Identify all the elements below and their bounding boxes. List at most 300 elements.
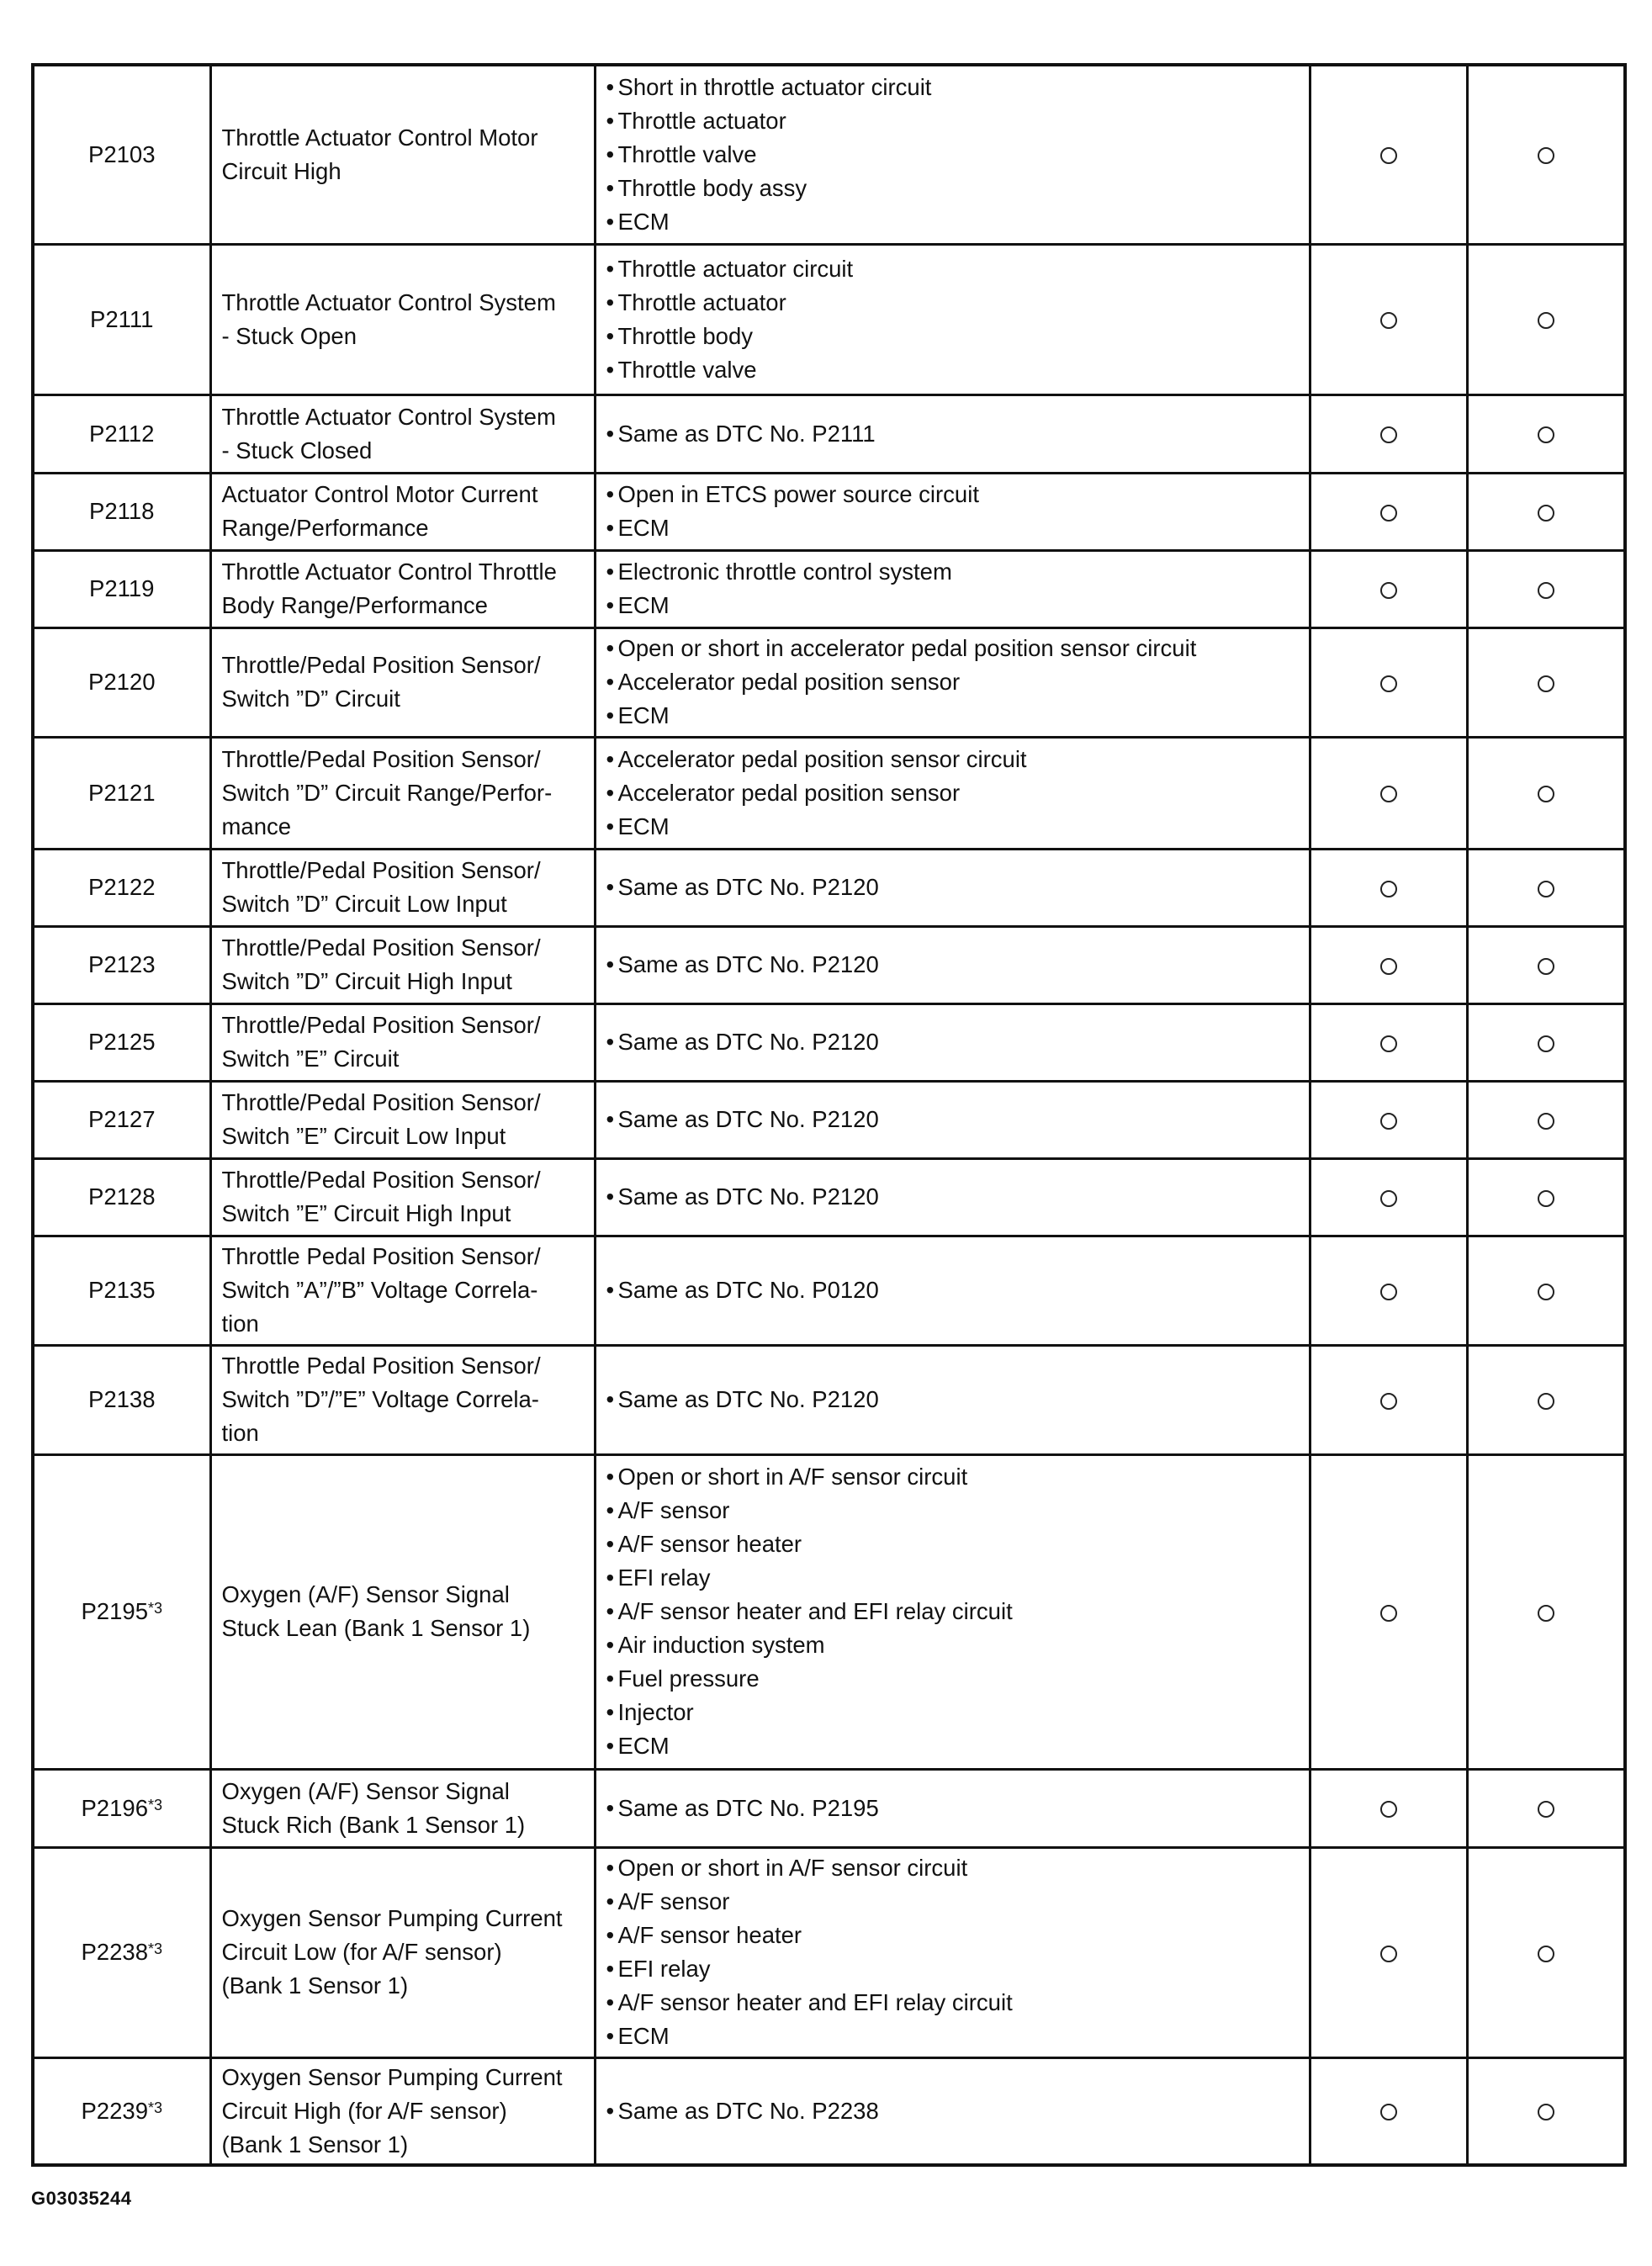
mil-cell	[1310, 1345, 1467, 1454]
dtc-code-cell	[33, 1345, 210, 1454]
mil-cell	[1310, 1003, 1467, 1081]
trouble-area-cell	[595, 926, 1310, 1003]
detection-item-cell	[210, 1345, 595, 1454]
bullet-icon: •	[606, 174, 615, 201]
memory-cell	[1467, 1345, 1625, 1454]
dtc-code-cell	[33, 737, 210, 849]
bullet-icon: •	[606, 1183, 615, 1210]
trouble-area-item	[606, 810, 1309, 844]
trouble-area-text: A/F sensor	[617, 1888, 730, 1914]
trouble-area-text: A/F sensor heater and EFI relay circuit	[617, 1598, 1013, 1624]
dtc-code: P2119	[89, 575, 155, 601]
trouble-area-text: Throttle valve	[617, 356, 757, 383]
detection-item-line: Oxygen (A/F) Sensor Signal	[221, 1777, 510, 1804]
bullet-icon: •	[606, 255, 615, 282]
trouble-area-item	[606, 1729, 1309, 1763]
dtc-code: P2103	[87, 140, 156, 167]
detection-item-cell	[210, 550, 595, 627]
circle-mark-icon	[1538, 1393, 1554, 1410]
table-row	[33, 627, 1625, 737]
trouble-area-text: Open or short in A/F sensor circuit	[617, 1464, 968, 1490]
mil-cell	[1310, 627, 1467, 737]
table-row	[33, 1003, 1625, 1081]
trouble-area-item	[606, 1919, 1309, 1952]
trouble-area-text: Same as DTC No. P2238	[617, 2097, 879, 2124]
dtc-code: P2196	[81, 1794, 148, 1821]
dtc-code-cell	[33, 1081, 210, 1158]
trouble-area-text: A/F sensor heater	[617, 1531, 802, 1557]
trouble-area-text: Same as DTC No. P2111	[617, 420, 876, 447]
circle-mark-icon	[1380, 881, 1397, 897]
detection-item-line: Switch ”E” Circuit Low Input	[221, 1123, 506, 1149]
dtc-code: P2111	[90, 305, 154, 332]
detection-item-line: Throttle/Pedal Position Sensor/	[221, 934, 541, 961]
detection-item-line: Switch ”E” Circuit	[221, 1046, 400, 1072]
trouble-area-cell	[595, 1081, 1310, 1158]
bullet-icon: •	[606, 1106, 615, 1132]
table-row	[33, 737, 1625, 849]
detection-item-cell	[210, 1454, 595, 1769]
circle-mark-icon	[1538, 786, 1554, 802]
circle-mark-icon	[1538, 1035, 1554, 1052]
circle-mark-icon	[1380, 675, 1397, 692]
trouble-area-cell	[595, 1847, 1310, 2057]
detection-item-cell	[210, 1847, 595, 2057]
bullet-icon: •	[606, 1277, 615, 1303]
table-row	[33, 1769, 1625, 1847]
circle-mark-icon	[1380, 426, 1397, 443]
detection-item-line: Range/Performance	[221, 515, 429, 541]
detection-item-line: Circuit Low (for A/F sensor)	[221, 1939, 502, 1965]
detection-item-cell	[210, 2057, 595, 2165]
mil-cell	[1310, 1847, 1467, 2057]
table-row	[33, 550, 1625, 627]
detection-item-line: Throttle/Pedal Position Sensor/	[221, 1167, 541, 1193]
bullet-icon: •	[606, 1564, 615, 1591]
table-row	[33, 926, 1625, 1003]
circle-mark-icon	[1380, 147, 1397, 164]
bullet-icon: •	[606, 289, 615, 315]
trouble-area-text: Open in ETCS power source circuit	[617, 481, 979, 507]
circle-mark-icon	[1380, 1035, 1397, 1052]
circle-mark-icon	[1538, 2104, 1554, 2120]
detection-item-cell	[210, 849, 595, 926]
dtc-footnote-mark: *3	[148, 2099, 163, 2116]
detection-item-line: Switch ”D” Circuit Range/Perfor-	[221, 779, 553, 806]
trouble-area-cell	[595, 1454, 1310, 1769]
bullet-icon: •	[606, 1888, 615, 1914]
detection-item-cell	[210, 1158, 595, 1236]
bullet-icon: •	[606, 1531, 615, 1557]
table-row	[33, 394, 1625, 473]
circle-mark-icon	[1380, 1605, 1397, 1622]
trouble-area-cell	[595, 394, 1310, 473]
circle-mark-icon	[1380, 582, 1397, 599]
detection-item-line: Switch ”D” Circuit	[221, 686, 400, 712]
dtc-footnote-mark: *3	[148, 1796, 163, 1813]
bullet-icon: •	[606, 1922, 615, 1948]
detection-item-line: Switch ”A”/”B” Voltage Correla-	[221, 1277, 538, 1303]
circle-mark-icon	[1380, 786, 1397, 802]
mil-cell	[1310, 1454, 1467, 1769]
trouble-area-text: ECM	[617, 1733, 670, 1759]
trouble-area-item	[606, 1494, 1309, 1527]
trouble-area-text: Throttle body assy	[617, 174, 807, 201]
trouble-area-item	[606, 138, 1309, 172]
trouble-area-item	[606, 665, 1309, 699]
table-row	[33, 2057, 1625, 2165]
table-row	[33, 244, 1625, 394]
trouble-area-item	[606, 1527, 1309, 1561]
trouble-area-cell	[595, 627, 1310, 737]
detection-item-line: Throttle Pedal Position Sensor/	[221, 1243, 541, 1269]
detection-item-cell	[210, 627, 595, 737]
mil-cell	[1310, 394, 1467, 473]
circle-mark-icon	[1380, 1946, 1397, 1962]
dtc-code-cell	[33, 1236, 210, 1345]
circle-mark-icon	[1380, 1393, 1397, 1410]
bullet-icon: •	[606, 1989, 615, 2015]
bullet-icon: •	[606, 779, 615, 806]
detection-item-line: Actuator Control Motor Current	[221, 481, 538, 507]
dtc-table	[31, 63, 1627, 2167]
bullet-icon: •	[606, 559, 615, 585]
circle-mark-icon	[1538, 147, 1554, 164]
trouble-area-item	[606, 320, 1309, 353]
trouble-area-text: ECM	[617, 515, 670, 541]
mil-cell	[1310, 550, 1467, 627]
bullet-icon: •	[606, 1855, 615, 1881]
trouble-area-text: Same as DTC No. P2120	[617, 1183, 879, 1210]
mil-cell	[1310, 1158, 1467, 1236]
circle-mark-icon	[1538, 958, 1554, 975]
bullet-icon: •	[606, 1598, 615, 1624]
detection-item-line: Throttle/Pedal Position Sensor/	[221, 745, 541, 772]
detection-item-cell	[210, 1081, 595, 1158]
trouble-area-item	[606, 1180, 1309, 1214]
dtc-code-cell	[33, 394, 210, 473]
detection-item-line: Throttle/Pedal Position Sensor/	[221, 652, 541, 678]
trouble-area-item	[606, 699, 1309, 733]
detection-item-line: Throttle Actuator Control System	[221, 403, 556, 430]
trouble-area-text: Throttle body	[617, 322, 754, 349]
memory-cell	[1467, 1003, 1625, 1081]
detection-item-cell	[210, 1769, 595, 1847]
mil-cell	[1310, 244, 1467, 394]
bullet-icon: •	[606, 2023, 615, 2049]
bullet-icon: •	[606, 669, 615, 695]
dtc-code: P2238	[81, 1939, 148, 1965]
bullet-icon: •	[606, 140, 615, 167]
bullet-icon: •	[606, 1386, 615, 1412]
bullet-icon: •	[606, 1794, 615, 1821]
detection-item-line: Throttle/Pedal Position Sensor/	[221, 1012, 541, 1038]
memory-cell	[1467, 1158, 1625, 1236]
bullet-icon: •	[606, 322, 615, 349]
detection-item-line: Throttle Pedal Position Sensor/	[221, 1353, 541, 1379]
dtc-code: P2138	[87, 1386, 156, 1412]
mil-cell	[1310, 1236, 1467, 1345]
trouble-area-item	[606, 1628, 1309, 1662]
bullet-icon: •	[606, 1029, 615, 1055]
bullet-icon: •	[606, 702, 615, 728]
trouble-area-cell	[595, 244, 1310, 394]
bullet-icon: •	[606, 592, 615, 618]
trouble-area-item	[606, 1885, 1309, 1919]
memory-cell	[1467, 1081, 1625, 1158]
detection-item-line: Stuck Lean (Bank 1 Sensor 1)	[221, 1615, 531, 1641]
dtc-code: P2195	[81, 1598, 148, 1624]
trouble-area-item	[606, 589, 1309, 622]
circle-mark-icon	[1538, 505, 1554, 521]
trouble-area-text: Same as DTC No. P2120	[617, 951, 879, 977]
trouble-area-text: Same as DTC No. P2195	[617, 1794, 879, 1821]
detection-item-cell	[210, 926, 595, 1003]
figure-id: G03035244	[31, 2188, 132, 2209]
trouble-area-text: ECM	[617, 702, 670, 728]
trouble-area-text: A/F sensor heater	[617, 1922, 802, 1948]
trouble-area-text: Same as DTC No. P2120	[617, 1386, 879, 1412]
mil-cell	[1310, 65, 1467, 244]
trouble-area-text: Open or short in accelerator pedal position sensor circuit	[617, 635, 1197, 661]
circle-mark-icon	[1538, 426, 1554, 443]
bullet-icon: •	[606, 420, 615, 447]
trouble-area-item	[606, 871, 1309, 904]
dtc-code-cell	[33, 244, 210, 394]
table-row	[33, 849, 1625, 926]
trouble-area-item	[606, 1662, 1309, 1696]
dtc-code: P2120	[87, 669, 156, 695]
circle-mark-icon	[1380, 505, 1397, 521]
trouble-area-item	[606, 1561, 1309, 1595]
trouble-area-text: Accelerator pedal position sensor	[617, 669, 961, 695]
bullet-icon: •	[606, 1665, 615, 1692]
detection-item-line: mance	[221, 813, 292, 839]
trouble-area-cell	[595, 550, 1310, 627]
trouble-area-text: Throttle actuator circuit	[617, 255, 854, 282]
memory-cell	[1467, 244, 1625, 394]
detection-item-line: Throttle Actuator Control System	[221, 289, 556, 315]
memory-cell	[1467, 926, 1625, 1003]
dtc-code: P2121	[87, 779, 156, 806]
bullet-icon: •	[606, 635, 615, 661]
trouble-area-item	[606, 205, 1309, 239]
table-row	[33, 1236, 1625, 1345]
trouble-area-item	[606, 776, 1309, 810]
detection-item-cell	[210, 737, 595, 849]
bullet-icon: •	[606, 2097, 615, 2124]
dtc-code-cell	[33, 2057, 210, 2165]
circle-mark-icon	[1538, 881, 1554, 897]
detection-item-line: Throttle Actuator Control Motor	[221, 124, 538, 151]
dtc-code: P2239	[81, 2097, 148, 2124]
detection-item-line: Stuck Rich (Bank 1 Sensor 1)	[221, 1811, 526, 1838]
trouble-area-text: Accelerator pedal position sensor circuit	[617, 745, 1027, 772]
detection-item-line: Circuit High (for A/F sensor)	[221, 2097, 507, 2124]
trouble-area-item	[606, 71, 1309, 104]
dtc-code: P2112	[89, 420, 155, 447]
trouble-area-text: Same as DTC No. P2120	[617, 874, 879, 900]
detection-item-line: Oxygen Sensor Pumping Current	[221, 2063, 563, 2090]
trouble-area-cell	[595, 737, 1310, 849]
detection-item-line: Oxygen Sensor Pumping Current	[221, 1905, 563, 1931]
detection-item-cell	[210, 394, 595, 473]
memory-cell	[1467, 849, 1625, 926]
detection-item-line: - Stuck Closed	[221, 437, 373, 463]
circle-mark-icon	[1380, 312, 1397, 329]
trouble-area-cell	[595, 473, 1310, 550]
trouble-area-cell	[595, 1345, 1310, 1454]
dtc-code-cell	[33, 550, 210, 627]
trouble-area-text: Open or short in A/F sensor circuit	[617, 1855, 968, 1881]
memory-cell	[1467, 1236, 1625, 1345]
dtc-code: P2118	[89, 498, 155, 524]
trouble-area-cell	[595, 849, 1310, 926]
detection-item-line: Switch ”E” Circuit High Input	[221, 1200, 511, 1226]
dtc-code: P2123	[87, 951, 156, 977]
bullet-icon: •	[606, 73, 615, 100]
detection-item-cell	[210, 473, 595, 550]
detection-item-line: Oxygen (A/F) Sensor Signal	[221, 1581, 510, 1607]
bullet-icon: •	[606, 1632, 615, 1658]
trouble-area-text: Air induction system	[617, 1632, 825, 1658]
bullet-icon: •	[606, 1699, 615, 1725]
dtc-code-cell	[33, 65, 210, 244]
detection-item-line: Throttle Actuator Control Throttle	[221, 559, 557, 585]
circle-mark-icon	[1538, 1284, 1554, 1300]
circle-mark-icon	[1380, 1284, 1397, 1300]
bullet-icon: •	[606, 745, 615, 772]
trouble-area-text: Throttle actuator	[617, 289, 786, 315]
circle-mark-icon	[1538, 675, 1554, 692]
table-row	[33, 1454, 1625, 1769]
dtc-code: P2122	[87, 874, 156, 900]
dtc-code-cell	[33, 1454, 210, 1769]
circle-mark-icon	[1538, 1190, 1554, 1207]
trouble-area-text: Fuel pressure	[617, 1665, 760, 1692]
trouble-area-item	[606, 1952, 1309, 1986]
trouble-area-cell	[595, 2057, 1310, 2165]
trouble-area-text: ECM	[617, 208, 670, 235]
dtc-code-cell	[33, 1158, 210, 1236]
memory-cell	[1467, 550, 1625, 627]
dtc-code: P2127	[87, 1106, 156, 1132]
table-row	[33, 1081, 1625, 1158]
trouble-area-cell	[595, 1236, 1310, 1345]
trouble-area-text: ECM	[617, 592, 670, 618]
trouble-area-item	[606, 555, 1309, 589]
detection-item-line: (Bank 1 Sensor 1)	[221, 2131, 409, 2157]
trouble-area-item	[606, 1696, 1309, 1729]
table-row	[33, 1345, 1625, 1454]
trouble-area-text: EFI relay	[617, 1956, 711, 1982]
memory-cell	[1467, 473, 1625, 550]
detection-item-line: tion	[221, 1420, 259, 1446]
detection-item-line: Switch ”D”/”E” Voltage Correla-	[221, 1386, 539, 1412]
dtc-footnote-mark: *3	[148, 1600, 163, 1617]
bullet-icon: •	[606, 1956, 615, 1982]
trouble-area-item	[606, 104, 1309, 138]
memory-cell	[1467, 1847, 1625, 2057]
bullet-icon: •	[606, 481, 615, 507]
trouble-area-item	[606, 2020, 1309, 2053]
dtc-footnote-mark: *3	[148, 1940, 163, 1957]
trouble-area-cell	[595, 65, 1310, 244]
trouble-area-text: Same as DTC No. P0120	[617, 1277, 879, 1303]
mil-cell	[1310, 926, 1467, 1003]
trouble-area-item	[606, 478, 1309, 511]
dtc-code-cell	[33, 627, 210, 737]
trouble-area-text: Same as DTC No. P2120	[617, 1029, 879, 1055]
memory-cell	[1467, 2057, 1625, 2165]
mil-cell	[1310, 1769, 1467, 1847]
trouble-area-item	[606, 743, 1309, 776]
mil-cell	[1310, 849, 1467, 926]
trouble-area-text: Throttle actuator	[617, 107, 786, 134]
trouble-area-item	[606, 632, 1309, 665]
bullet-icon: •	[606, 208, 615, 235]
detection-item-line: Circuit High	[221, 157, 342, 184]
dtc-code-cell	[33, 1769, 210, 1847]
trouble-area-text: A/F sensor heater and EFI relay circuit	[617, 1989, 1013, 2015]
trouble-area-text: Same as DTC No. P2120	[617, 1106, 879, 1132]
trouble-area-item	[606, 252, 1309, 286]
memory-cell	[1467, 1769, 1625, 1847]
trouble-area-item	[606, 1792, 1309, 1825]
dtc-code: P2135	[87, 1277, 156, 1303]
trouble-area-text: Throttle valve	[617, 140, 757, 167]
bullet-icon: •	[606, 515, 615, 541]
circle-mark-icon	[1538, 1113, 1554, 1130]
detection-item-cell	[210, 65, 595, 244]
trouble-area-item	[606, 353, 1309, 387]
dtc-code-cell	[33, 1847, 210, 2057]
circle-mark-icon	[1538, 1946, 1554, 1962]
dtc-code-cell	[33, 1003, 210, 1081]
trouble-area-item	[606, 948, 1309, 982]
circle-mark-icon	[1380, 2104, 1397, 2120]
detection-item-cell	[210, 244, 595, 394]
trouble-area-text: Electronic throttle control system	[617, 559, 952, 585]
detection-item-cell	[210, 1003, 595, 1081]
trouble-area-text: A/F sensor	[617, 1497, 730, 1523]
memory-cell	[1467, 394, 1625, 473]
mil-cell	[1310, 2057, 1467, 2165]
table-row	[33, 65, 1625, 244]
trouble-area-item	[606, 1025, 1309, 1059]
circle-mark-icon	[1538, 1801, 1554, 1818]
trouble-area-cell	[595, 1003, 1310, 1081]
trouble-area-item	[606, 1103, 1309, 1136]
circle-mark-icon	[1538, 582, 1554, 599]
detection-item-line: Switch ”D” Circuit High Input	[221, 968, 512, 994]
circle-mark-icon	[1380, 1801, 1397, 1818]
trouble-area-item	[606, 172, 1309, 205]
trouble-area-cell	[595, 1158, 1310, 1236]
circle-mark-icon	[1380, 1113, 1397, 1130]
bullet-icon: •	[606, 874, 615, 900]
table-row	[33, 1847, 1625, 2057]
trouble-area-item	[606, 286, 1309, 320]
trouble-area-text: Short in throttle actuator circuit	[617, 73, 932, 100]
dtc-code-cell	[33, 849, 210, 926]
dtc-code: P2128	[87, 1183, 156, 1210]
bullet-icon: •	[606, 1464, 615, 1490]
trouble-area-item	[606, 1460, 1309, 1494]
trouble-area-text: EFI relay	[617, 1564, 711, 1591]
bullet-icon: •	[606, 1497, 615, 1523]
mil-cell	[1310, 1081, 1467, 1158]
